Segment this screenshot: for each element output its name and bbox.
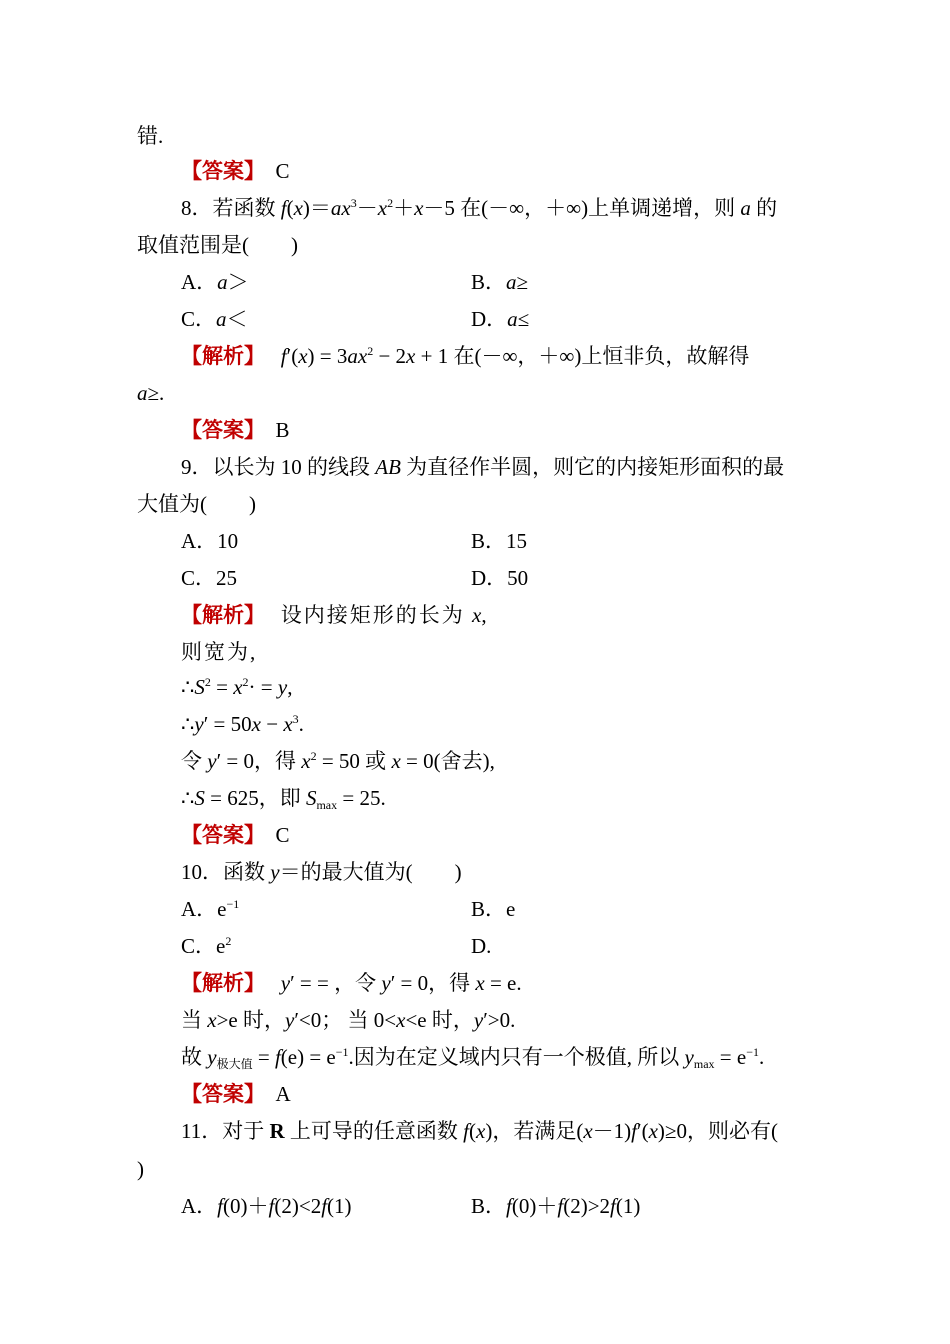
answer-line	[181, 416, 290, 444]
text: ≤	[517, 307, 530, 331]
solution-line	[181, 1006, 515, 1034]
option-c	[181, 564, 237, 592]
question-8-stem: 8．若函数 $f(x)=ax^3-x^2+x-5$ 在(－∞，＋∞)上单调递增，则 a 的	[181, 196, 778, 220]
text: 取值范围是( )	[137, 233, 298, 257]
answer-line	[181, 821, 290, 849]
text: 则宽为,	[181, 640, 258, 664]
text: 10．函数	[181, 860, 271, 884]
exponent: 2	[242, 675, 249, 689]
solution-tag: 【解析】	[181, 971, 255, 995]
question-8-cont	[137, 231, 298, 259]
text: (1)	[615, 1194, 641, 1218]
answer-line	[181, 1080, 291, 1108]
text: ′<0； 当 0<	[294, 1008, 397, 1032]
math: f	[274, 1045, 281, 1069]
text: = 50 或	[316, 749, 392, 773]
math: x	[406, 344, 416, 368]
text: (0)＋	[511, 1194, 558, 1218]
text: 令	[181, 749, 208, 773]
math: a	[217, 270, 228, 294]
math: x	[648, 1119, 658, 1143]
text: ′ = 0，得	[390, 971, 476, 995]
answer-line	[181, 157, 290, 185]
exponent: −1	[226, 897, 240, 911]
text: ∴	[181, 675, 195, 699]
solution-line	[181, 342, 749, 370]
text: C．e	[181, 934, 226, 958]
answer-value: C	[275, 823, 290, 847]
text: 上可导的任意函数	[284, 1119, 464, 1143]
text: －	[356, 196, 378, 220]
text: ′ = 50	[203, 712, 252, 736]
text: ,	[287, 675, 293, 699]
solution-tag: 【解析】	[181, 344, 255, 368]
text: ≥	[516, 270, 529, 294]
text: 当	[181, 1008, 208, 1032]
option-b	[471, 1192, 640, 1220]
text: .因为在定义域内只有一个极值, 所以	[348, 1045, 685, 1069]
text: = e.	[484, 971, 522, 995]
question-9-stem	[181, 453, 784, 481]
math: a	[506, 270, 517, 294]
math: y	[207, 1045, 217, 1069]
solution-line	[181, 638, 257, 666]
text: D．	[471, 307, 508, 331]
text: (2)>2	[563, 1194, 611, 1218]
text: <e 时，	[405, 1008, 474, 1032]
math: x	[293, 196, 303, 220]
text: ，若满足(	[492, 1119, 584, 1143]
text: )	[137, 1157, 144, 1181]
text: A．e	[181, 897, 227, 921]
text: C．25	[181, 566, 238, 590]
answer-tag: 【答案】	[181, 418, 255, 442]
exponent: −1	[746, 1045, 759, 1059]
option-c	[181, 305, 248, 333]
question-10-stem	[181, 858, 462, 886]
math: f	[280, 196, 287, 220]
text: − 2	[373, 344, 407, 368]
math: y	[277, 675, 288, 699]
text: －1)	[592, 1119, 632, 1143]
exponent: 2	[367, 344, 374, 358]
math: y	[194, 712, 204, 736]
math: f	[631, 1119, 637, 1143]
answer-value: C	[275, 159, 290, 183]
math: x	[396, 1008, 406, 1032]
text: = 625，即	[204, 786, 306, 810]
text: ＋	[393, 196, 415, 220]
solution-line	[181, 747, 495, 775]
text: 大值为( )	[137, 492, 256, 516]
option-b	[471, 895, 515, 923]
text: (e) = e	[280, 1045, 336, 1069]
math: f	[610, 1194, 616, 1218]
text: 11．对于	[181, 1119, 270, 1143]
text: )≥0，则必有(	[657, 1119, 778, 1143]
text: · =	[248, 675, 278, 699]
text: >e 时，	[216, 1008, 285, 1032]
option-a	[181, 1192, 352, 1220]
subscript: max	[693, 1057, 715, 1071]
text: =	[252, 1045, 275, 1069]
math: y	[280, 971, 291, 995]
math: x	[298, 344, 308, 368]
text: A．	[181, 270, 218, 294]
question-9-cont	[137, 490, 256, 518]
answer-value: A	[275, 1082, 291, 1106]
solution-line	[181, 710, 304, 738]
exponent: 3	[350, 196, 357, 210]
option-d	[471, 932, 491, 960]
text: 为直径作半圆，则它的内接矩形面积的最	[400, 455, 785, 479]
text: B．	[471, 270, 507, 294]
subscript: max	[316, 798, 338, 812]
text: + 1 在(－∞，＋∞)上恒非负，故解得	[415, 344, 750, 368]
solution-line	[181, 784, 386, 812]
text: .	[759, 1045, 765, 1069]
math: f	[557, 1194, 564, 1218]
math: x	[583, 1119, 593, 1143]
answer-value: B	[275, 418, 290, 442]
text: = 25.	[337, 786, 386, 810]
math: x	[414, 196, 424, 220]
text: B．	[471, 1194, 507, 1218]
text: ,	[481, 603, 487, 627]
exponent: 2	[225, 934, 232, 948]
math: x	[391, 749, 401, 773]
text: (1)	[327, 1194, 352, 1218]
option-a	[181, 895, 239, 923]
option-a	[181, 527, 238, 555]
text: C．	[181, 307, 217, 331]
math: R	[269, 1119, 285, 1143]
text: ∴	[181, 786, 195, 810]
text: = 0(舍去),	[400, 749, 495, 773]
text: ＜	[226, 307, 248, 331]
text: －5 在(－∞，＋∞)上单调递增，则	[423, 196, 741, 220]
math: x	[377, 196, 388, 220]
math: a	[216, 307, 227, 331]
math: x	[207, 1008, 217, 1032]
text: ′(	[637, 1119, 649, 1143]
text: ∴	[181, 712, 195, 736]
text: A．	[181, 1194, 218, 1218]
math: ax	[347, 344, 368, 368]
math: a	[740, 196, 751, 220]
option-d	[471, 305, 529, 333]
text: 错.	[137, 124, 164, 148]
math: AB	[375, 455, 401, 479]
math: ax	[330, 196, 351, 220]
solution-line	[181, 1043, 764, 1071]
text: A．10	[181, 529, 239, 553]
math: y	[473, 1008, 484, 1032]
text: 的	[750, 196, 778, 220]
option-b	[471, 527, 527, 555]
math: x	[472, 603, 482, 627]
math: f	[268, 1194, 275, 1218]
solution-line	[181, 673, 292, 701]
text: ≥.	[147, 381, 165, 405]
text: 9．以长为 10 的线段	[181, 455, 376, 479]
math: x	[475, 971, 485, 995]
text: (0)＋	[223, 1194, 269, 1218]
math: a	[507, 307, 518, 331]
text: −	[260, 712, 284, 736]
math: y	[207, 749, 217, 773]
math: x	[301, 749, 311, 773]
subscript: 极大值	[216, 1057, 253, 1071]
text: ＝的最大值为( )	[279, 860, 462, 884]
solution-line	[181, 601, 487, 629]
text: = e	[714, 1045, 747, 1069]
text: D.	[471, 934, 492, 958]
text: 设内接矩形的长为	[280, 603, 472, 627]
text: 故	[181, 1045, 208, 1069]
math: y	[684, 1045, 694, 1069]
answer-tag: 【答案】	[181, 1082, 255, 1106]
exponent: 3	[292, 712, 299, 726]
text: ) = 3	[307, 344, 348, 368]
option-c	[181, 932, 231, 960]
text: ＞	[227, 270, 249, 294]
math: f	[217, 1194, 224, 1218]
answer-tag: 【答案】	[181, 159, 255, 183]
text: B．15	[471, 529, 528, 553]
question-11-stem: 11．对于 R 上可导的任意函数 f(x)，若满足(x－1)f′(x)≥0，则必有(	[181, 1119, 778, 1143]
text: ′>0.	[483, 1008, 516, 1032]
math: x	[233, 675, 243, 699]
solution-line	[181, 969, 522, 997]
text: .	[298, 712, 304, 736]
math: f	[463, 1119, 469, 1143]
text: ′ = 0，得	[216, 749, 302, 773]
text: B．e	[471, 897, 516, 921]
text: ′(	[286, 344, 299, 368]
math: f	[321, 1194, 328, 1218]
answer-tag: 【答案】	[181, 823, 255, 847]
math: a	[137, 381, 148, 405]
exponent: 2	[310, 749, 317, 763]
solution-line	[137, 379, 164, 407]
math: x	[476, 1119, 486, 1143]
option-d	[471, 564, 528, 592]
math: f	[506, 1194, 512, 1218]
exponent: 2	[204, 675, 211, 689]
math: S	[194, 786, 205, 810]
exponent: 2	[387, 196, 394, 210]
math: y	[270, 860, 280, 884]
math: S	[305, 786, 317, 810]
option-a	[181, 268, 249, 296]
math: f	[280, 344, 287, 368]
math: y	[381, 971, 391, 995]
math: S	[194, 675, 205, 699]
text: ＝	[309, 196, 331, 220]
text: =	[210, 675, 234, 699]
math: y	[285, 1008, 295, 1032]
math: x	[283, 712, 293, 736]
solution-tag: 【解析】	[181, 603, 255, 627]
question-11-cont	[137, 1155, 144, 1183]
option-b	[471, 268, 528, 296]
text: D．50	[471, 566, 529, 590]
text-line	[137, 122, 163, 150]
text: (2)<2	[274, 1194, 322, 1218]
exponent: −1	[335, 1045, 349, 1059]
text: 8．若函数	[181, 196, 281, 220]
math: x	[251, 712, 261, 736]
text: ′ = = ，令	[290, 971, 382, 995]
